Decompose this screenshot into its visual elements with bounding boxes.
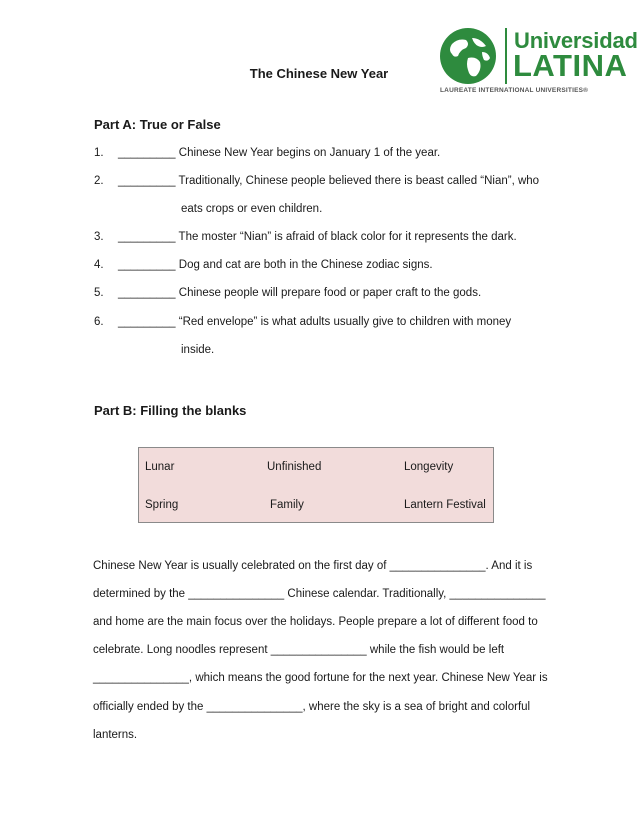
question-continuation: eats crops or even children. (181, 203, 323, 215)
answer-blank: _________ (118, 175, 176, 187)
question-number: 5. (94, 287, 104, 299)
question-number: 3. (94, 231, 104, 243)
question-number: 4. (94, 259, 104, 271)
answer-blank: _________ (118, 316, 176, 328)
question-text: “Red envelope” is what adults usually give to children with money (175, 316, 512, 328)
part-b-heading: Part B: Filling the blanks (94, 403, 247, 418)
word-bank-item: Spring (145, 499, 179, 511)
question-text: Traditionally, Chinese people believed there is beast called “Nian”, who (175, 175, 540, 187)
question-item (94, 147, 440, 159)
question-text: The moster “Nian” is afraid of black color for it represents the dark. (175, 231, 517, 243)
question-item (94, 231, 517, 243)
question-text: Chinese New Year begins on January 1 of the year. (175, 147, 441, 159)
answer-blank: _________ (118, 259, 176, 271)
question-text: Chinese people will prepare food or paper craft to the gods. (175, 287, 482, 299)
question-number: 1. (94, 147, 104, 159)
word-bank-item: Longevity (404, 461, 454, 473)
word-bank-item: Lantern Festival (404, 499, 486, 511)
question-item (94, 175, 539, 187)
word-bank-item: Unfinished (267, 461, 322, 473)
answer-blank: _________ (118, 287, 176, 299)
paragraph-line: and home are the main focus over the holidays. People prepare a lot of different food to (93, 616, 538, 628)
answer-blank: _________ (118, 147, 176, 159)
question-number: 6. (94, 316, 104, 328)
word-bank-item: Lunar (145, 461, 175, 473)
paragraph-line: celebrate. Long noodles represent _______________ while the fish would be left (93, 644, 505, 656)
question-continuation: inside. (181, 344, 215, 356)
paragraph-line: lanterns. (93, 729, 138, 741)
paragraph-line: Chinese New Year is usually celebrated on the first day of _______________. And it is (93, 560, 533, 572)
question-item (94, 287, 481, 299)
logo-latina: LATINA (513, 48, 628, 83)
page-title: The Chinese New Year (249, 66, 389, 81)
question-number: 2. (94, 175, 104, 187)
paragraph-line: determined by the _______________ Chinese calendar. Traditionally, _______________ (93, 588, 546, 600)
word-bank (138, 447, 494, 523)
question-item (94, 316, 511, 328)
part-a-heading: Part A: True or False (94, 117, 221, 132)
university-logo (438, 22, 638, 102)
word-bank-item: Family (270, 499, 304, 511)
logo-tagline: LAUREATE INTERNATIONAL UNIVERSITIES® (440, 87, 589, 94)
logo-universidad: Universidad (514, 28, 638, 53)
paragraph-line: _______________, which means the good fortune for the next year. Chinese New Year is (93, 672, 548, 684)
question-item (94, 259, 433, 271)
answer-blank: _________ (118, 231, 176, 243)
question-text: Dog and cat are both in the Chinese zodiac signs. (175, 259, 433, 271)
paragraph-line: officially ended by the _______________, where the sky is a sea of bright and colorful (93, 701, 531, 713)
